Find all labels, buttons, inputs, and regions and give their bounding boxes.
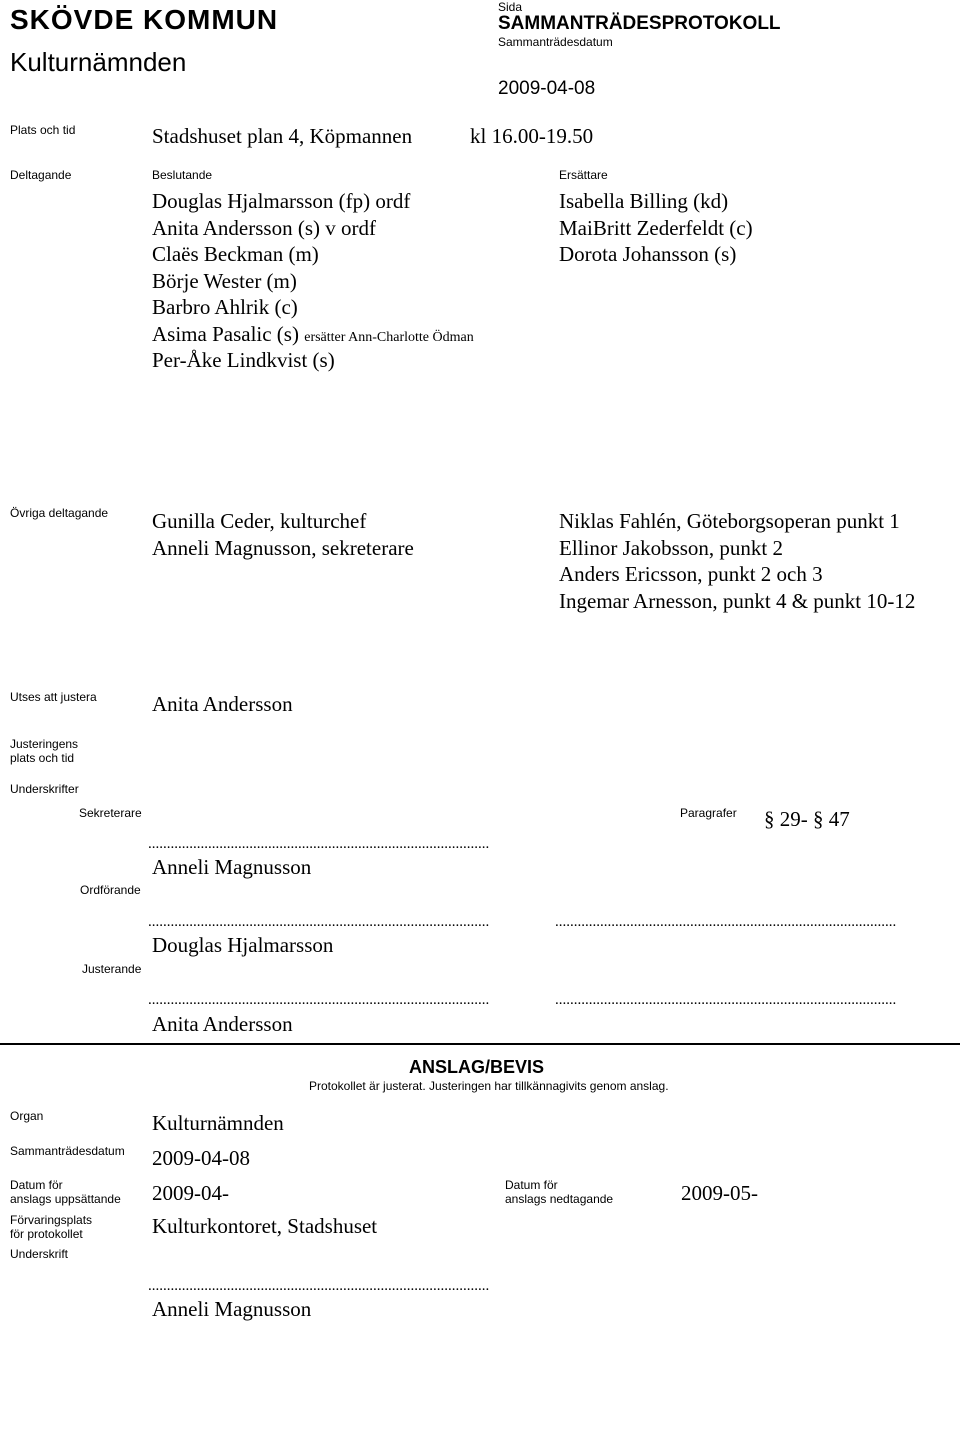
substitutes-label: Ersättare [559, 168, 608, 182]
meeting-date: 2009-04-08 [498, 78, 596, 99]
list-item: Claës Beckman (m) [152, 242, 319, 266]
decision-makers-list [152, 188, 474, 374]
list-item: Per-Åke Lindkvist (s) [152, 348, 335, 372]
adjusting-name: Anita Andersson [152, 1012, 293, 1036]
adjuster-label: Utses att justera [10, 690, 97, 704]
replacement-note: ersätter Ann-Charlotte Ödman [304, 329, 474, 345]
secretary-label: Sekreterare [79, 806, 142, 820]
list-item: Ellinor Jakobsson, punkt 2 [559, 535, 783, 560]
removed-date-label: Datum för anslags nedtagande [505, 1178, 614, 1206]
document-title: SAMMANTRÄDESPROTOKOLL [498, 13, 781, 34]
paragraphs-range: § 29- § 47 [764, 807, 850, 831]
organ-value: Kulturnämnden [152, 1111, 284, 1135]
chair-signature-line-right: ........................................................................................... [555, 914, 897, 930]
signature-label: Underskrift [10, 1247, 69, 1261]
sida-label: Sida [498, 0, 523, 14]
meeting-date-label: Sammanträdesdatum [498, 35, 613, 49]
section-divider [0, 1043, 960, 1045]
chair-signature-line: ........................................................................................... [148, 914, 490, 930]
paragraphs-label: Paragrafer [680, 806, 737, 820]
adjuster-signature-line-right: ........................................................................................... [555, 992, 897, 1008]
municipality-logo: SKÖVDE KOMMUN [10, 4, 279, 35]
member-name: Asima Pasalic (s) [152, 321, 299, 346]
list-item [152, 321, 474, 348]
notice-title: ANSLAG/BEVIS [409, 1057, 545, 1077]
notice-meeting-date-label: Sammanträdesdatum [10, 1144, 125, 1158]
secretary-signature-line: ........................................................................................... [148, 836, 490, 852]
adjuster-name: Anita Andersson [152, 692, 293, 716]
list-item: Börje Wester (m) [152, 268, 297, 293]
list-item: Barbro Ahlrik (c) [152, 295, 298, 319]
posted-date-label: Datum för anslags uppsättande [10, 1178, 121, 1206]
meeting-time: kl 16.00-19.50 [470, 124, 594, 148]
removed-date: 2009-05- [681, 1181, 758, 1205]
substitutes-list [559, 188, 753, 268]
place-time-label: Plats och tid [10, 123, 76, 137]
other-participants-label: Övriga deltagande [10, 506, 109, 520]
other-participants-left [152, 508, 414, 561]
adjustment-place-label: Justeringens plats och tid [10, 737, 79, 765]
meeting-place: Stadshuset plan 4, Köpmannen [152, 124, 413, 148]
list-item: Niklas Fahlén, Göteborgsoperan punkt 1 [559, 509, 900, 533]
storage-value: Kulturkontoret, Stadshuset [152, 1214, 378, 1238]
notice-signature-line: ........................................................................................... [148, 1278, 490, 1294]
notice-subtitle: Protokollet är justerat. Justeringen har tillkännagivits genom anslag. [309, 1079, 669, 1093]
other-participants-right [559, 508, 915, 614]
list-item: MaiBritt Zederfeldt (c) [559, 215, 753, 240]
organ-label: Organ [10, 1109, 44, 1123]
list-item: Gunilla Ceder, kulturchef [152, 509, 367, 533]
list-item: Anders Ericsson, punkt 2 och 3 [559, 562, 823, 586]
participants-label: Deltagande [10, 168, 72, 182]
posted-date: 2009-04- [152, 1181, 229, 1205]
list-item: Douglas Hjalmarsson (fp) ordf [152, 189, 411, 213]
decision-makers-label: Beslutande [152, 168, 213, 182]
committee-name: Kulturnämnden [10, 47, 187, 77]
adjuster-signature-line: ........................................................................................... [148, 992, 490, 1008]
adjusting-label: Justerande [82, 962, 142, 976]
list-item: Dorota Johansson (s) [559, 242, 737, 266]
signatures-label: Underskrifter [10, 782, 79, 796]
list-item: Ingemar Arnesson, punkt 4 & punkt 10-12 [559, 588, 916, 613]
list-item: Isabella Billing (kd) [559, 189, 729, 213]
list-item: Anita Andersson (s) v ordf [152, 215, 376, 240]
storage-label: Förvaringsplats för protokollet [10, 1213, 93, 1241]
chair-name: Douglas Hjalmarsson [152, 933, 334, 957]
secretary-name: Anneli Magnusson [152, 855, 312, 879]
notice-meeting-date: 2009-04-08 [152, 1146, 250, 1170]
chair-label: Ordförande [80, 883, 141, 897]
list-item: Anneli Magnusson, sekreterare [152, 535, 414, 560]
notice-signature-name: Anneli Magnusson [152, 1297, 312, 1321]
